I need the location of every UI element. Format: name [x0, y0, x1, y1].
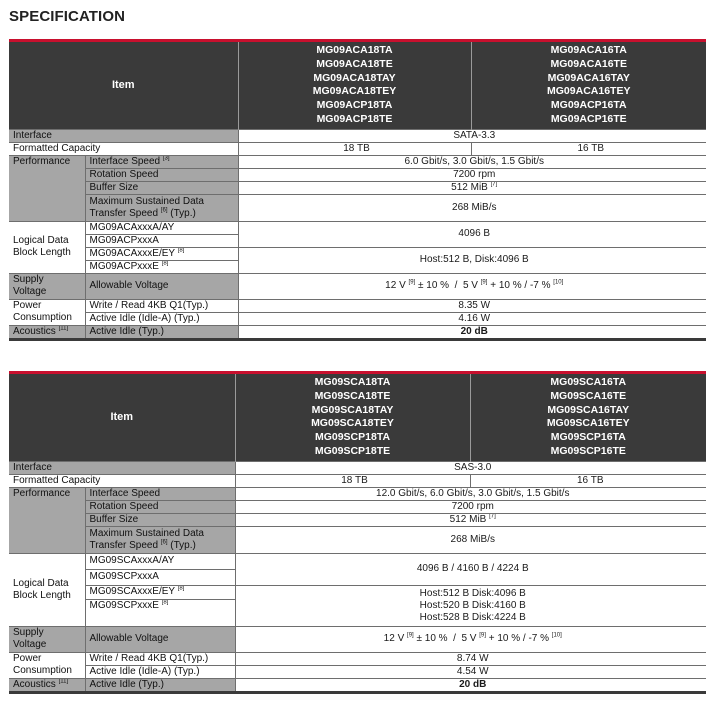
capacity-18tb-value: 18 TB: [238, 142, 471, 155]
model-number: MG09SCA16TE: [550, 389, 627, 402]
buffer-size-row: [9, 181, 706, 194]
model-number: MG09SCP18TA: [314, 431, 391, 444]
model-number: MG09SCA18TEY: [311, 417, 394, 430]
footnote-ref: [8]: [161, 260, 169, 267]
supply-voltage-row: [9, 273, 706, 299]
acoustics-row: [9, 325, 706, 339]
footnote-ref: [6]: [160, 207, 168, 214]
performance-label: Performance: [9, 487, 85, 553]
model-number: MG09SCA16TA: [550, 376, 627, 388]
transfer-speed-row: [9, 194, 706, 221]
logical-block-value-a: 4096 B: [238, 221, 706, 247]
sata-header-row: [9, 41, 706, 130]
model-number: MG09SCA18TE: [314, 389, 391, 402]
interface-speed-value: 6.0 Gbit/s, 3.0 Gbit/s, 1.5 Gbit/s: [238, 155, 706, 168]
acoustics-label: Acoustics [11]: [9, 678, 85, 692]
transfer-speed-label: Maximum Sustained Data Transfer Speed [6] (Typ.): [85, 526, 235, 553]
footnote-ref: [11]: [58, 325, 69, 332]
capacity-label: Formatted Capacity: [9, 474, 235, 487]
item-header: Item: [9, 373, 235, 462]
model-number: MG09ACA16TA: [550, 44, 627, 56]
power-row: [9, 665, 706, 678]
model-list-16tb: [470, 373, 706, 462]
rotation-speed-row: [9, 168, 706, 181]
rotation-speed-value: 7200 rpm: [238, 168, 706, 181]
model-number: MG09SCP18TE: [314, 444, 391, 457]
footnote-ref: [6]: [160, 539, 168, 546]
interface-speed-row: [9, 155, 706, 168]
model-number: MG09SCP16TA: [550, 431, 626, 444]
acoustics-label: Acoustics [11]: [9, 325, 85, 339]
allowable-voltage-label: Allowable Voltage: [85, 273, 238, 299]
write-read-label: Write / Read 4KB Q1(Typ.): [85, 299, 238, 312]
active-idle-a-value: 4.16 W: [238, 312, 706, 325]
rotation-speed-value: 7200 rpm: [235, 500, 706, 513]
logical-block-label: Logical Data Block Length: [9, 553, 85, 626]
model-number: MG09SCA18TA: [314, 376, 391, 388]
rotation-speed-label: Rotation Speed: [85, 500, 235, 513]
buffer-size-row: [9, 513, 706, 526]
logical-block-row: [9, 553, 706, 569]
interface-speed-label: Interface Speed: [85, 487, 235, 500]
interface-speed-value: 12.0 Gbit/s, 6.0 Gbit/s, 3.0 Gbit/s, 1.5 Gbit/s: [235, 487, 706, 500]
model-number: MG09ACA16TAY: [547, 71, 630, 84]
rotation-speed-row: [9, 500, 706, 513]
logical-block-row: [9, 221, 706, 234]
interface-label: Interface: [9, 129, 238, 142]
transfer-speed-row: [9, 526, 706, 553]
sas-spec-table: [9, 371, 706, 694]
footnote-ref: [7]: [489, 513, 496, 520]
supply-voltage-row: [9, 626, 706, 652]
model-number: MG09SCA18TAY: [311, 403, 394, 416]
interface-speed-row: [9, 487, 706, 500]
capacity-row: [9, 142, 706, 155]
interface-speed-label: Interface Speed [3]: [85, 155, 238, 168]
model-number: MG09ACP16TA: [550, 99, 627, 112]
buffer-size-label: Buffer Size: [85, 513, 235, 526]
capacity-label: Formatted Capacity: [9, 142, 238, 155]
logical-block-label: Logical Data Block Length: [9, 221, 85, 273]
model-number: MG09ACA18TEY: [312, 85, 397, 98]
model-number: MG09SCA16TAY: [547, 403, 630, 416]
allowable-voltage-value: 12 V [9] ± 10 % / 5 V [9] + 10 % / -7 % [10]: [235, 626, 706, 652]
transfer-speed-value: 268 MiB/s: [238, 194, 706, 221]
page-title: SPECIFICATION: [9, 8, 126, 25]
logical-block-value-e: Host:512 B Disk:4096 B Host:520 B Disk:4160 B Host:528 B Disk:4224 B: [235, 585, 706, 626]
power-row: [9, 299, 706, 312]
transfer-speed-label: Maximum Sustained Data Transfer Speed [6] (Typ.): [85, 194, 238, 221]
acoustics-value: 20 dB: [238, 325, 706, 339]
active-idle-a-label: Active Idle (Idle-A) (Typ.): [85, 312, 238, 325]
active-idle-a-value: 4.54 W: [235, 665, 706, 678]
logical-block-row: [9, 247, 706, 260]
capacity-18tb-value: 18 TB: [235, 474, 470, 487]
power-row: [9, 652, 706, 665]
model-number: MG09SCA16TEY: [546, 417, 630, 430]
lb-model: MG09ACAxxxA/AY: [85, 221, 238, 234]
supply-voltage-label: Supply Voltage: [9, 626, 85, 652]
logical-block-value-e: Host:512 B, Disk:4096 B: [238, 247, 706, 273]
footnote-ref: [8]: [177, 247, 185, 254]
power-consumption-label: Power Consumption: [9, 652, 85, 678]
logical-block-value-a: 4096 B / 4160 B / 4224 B: [235, 553, 706, 585]
sas-header-row: [9, 373, 706, 462]
interface-value: SAS-3.0: [235, 461, 706, 474]
model-number: MG09ACP18TE: [316, 112, 393, 125]
power-consumption-label: Power Consumption: [9, 299, 85, 325]
model-number: MG09ACA18TE: [316, 57, 393, 70]
model-number: MG09ACA16TE: [550, 57, 627, 70]
footnote-ref: [8]: [161, 599, 169, 606]
acoustics-value: 20 dB: [235, 678, 706, 692]
interface-row: [9, 129, 706, 142]
item-header: Item: [9, 41, 238, 130]
allowable-voltage-value: 12 V [9] ± 10 % / 5 V [9] + 10 % / -7 % [10]: [238, 273, 706, 299]
footnote-ref: [3]: [162, 155, 170, 162]
lb-model: MG09SCAxxxE/EY [8]: [85, 585, 235, 599]
interface-value: SATA-3.3: [238, 129, 706, 142]
capacity-row: [9, 474, 706, 487]
acoustics-row: [9, 678, 706, 692]
model-number: MG09ACP16TE: [550, 112, 627, 125]
capacity-16tb-value: 16 TB: [471, 142, 706, 155]
lb-model: MG09SCAxxxA/AY: [85, 553, 235, 569]
model-number: MG09ACA18TA: [316, 44, 393, 56]
active-idle-label: Active Idle (Typ.): [85, 325, 238, 339]
write-read-label: Write / Read 4KB Q1(Typ.): [85, 652, 235, 665]
model-list-18tb: [235, 373, 470, 462]
lb-model: MG09ACAxxxE/EY [8]: [85, 247, 238, 260]
interface-label: Interface: [9, 461, 235, 474]
write-read-value: 8.35 W: [238, 299, 706, 312]
lb-model: MG09SCPxxxA: [85, 569, 235, 585]
lb-model: MG09ACPxxxA: [85, 234, 238, 247]
logical-block-row: [9, 585, 706, 599]
transfer-speed-value: 268 MiB/s: [235, 526, 706, 553]
interface-row: [9, 461, 706, 474]
sata-spec-table: [9, 39, 706, 341]
model-number: MG09ACA18TAY: [313, 71, 396, 84]
buffer-size-label: Buffer Size: [85, 181, 238, 194]
lb-model: MG09ACPxxxE [8]: [85, 260, 238, 273]
rotation-speed-label: Rotation Speed: [85, 168, 238, 181]
model-list-18tb: [238, 41, 471, 130]
model-number: MG09SCP16TE: [550, 444, 626, 457]
power-row: [9, 312, 706, 325]
active-idle-a-label: Active Idle (Idle-A) (Typ.): [85, 665, 235, 678]
lb-model: MG09SCPxxxE [8]: [85, 599, 235, 626]
buffer-size-value: 512 MiB [7]: [238, 181, 706, 194]
model-list-16tb: [471, 41, 706, 130]
allowable-voltage-label: Allowable Voltage: [85, 626, 235, 652]
model-number: MG09ACA16TEY: [547, 85, 631, 98]
model-number: MG09ACP18TA: [316, 99, 393, 112]
write-read-value: 8.74 W: [235, 652, 706, 665]
footnote-ref: [11]: [58, 678, 69, 685]
supply-voltage-label: Supply Voltage: [9, 273, 85, 299]
active-idle-label: Active Idle (Typ.): [85, 678, 235, 692]
footnote-ref: [8]: [177, 585, 185, 592]
buffer-size-value: 512 MiB [7]: [235, 513, 706, 526]
capacity-16tb-value: 16 TB: [470, 474, 706, 487]
performance-label: Performance: [9, 155, 85, 221]
footnote-ref: [7]: [490, 181, 498, 188]
